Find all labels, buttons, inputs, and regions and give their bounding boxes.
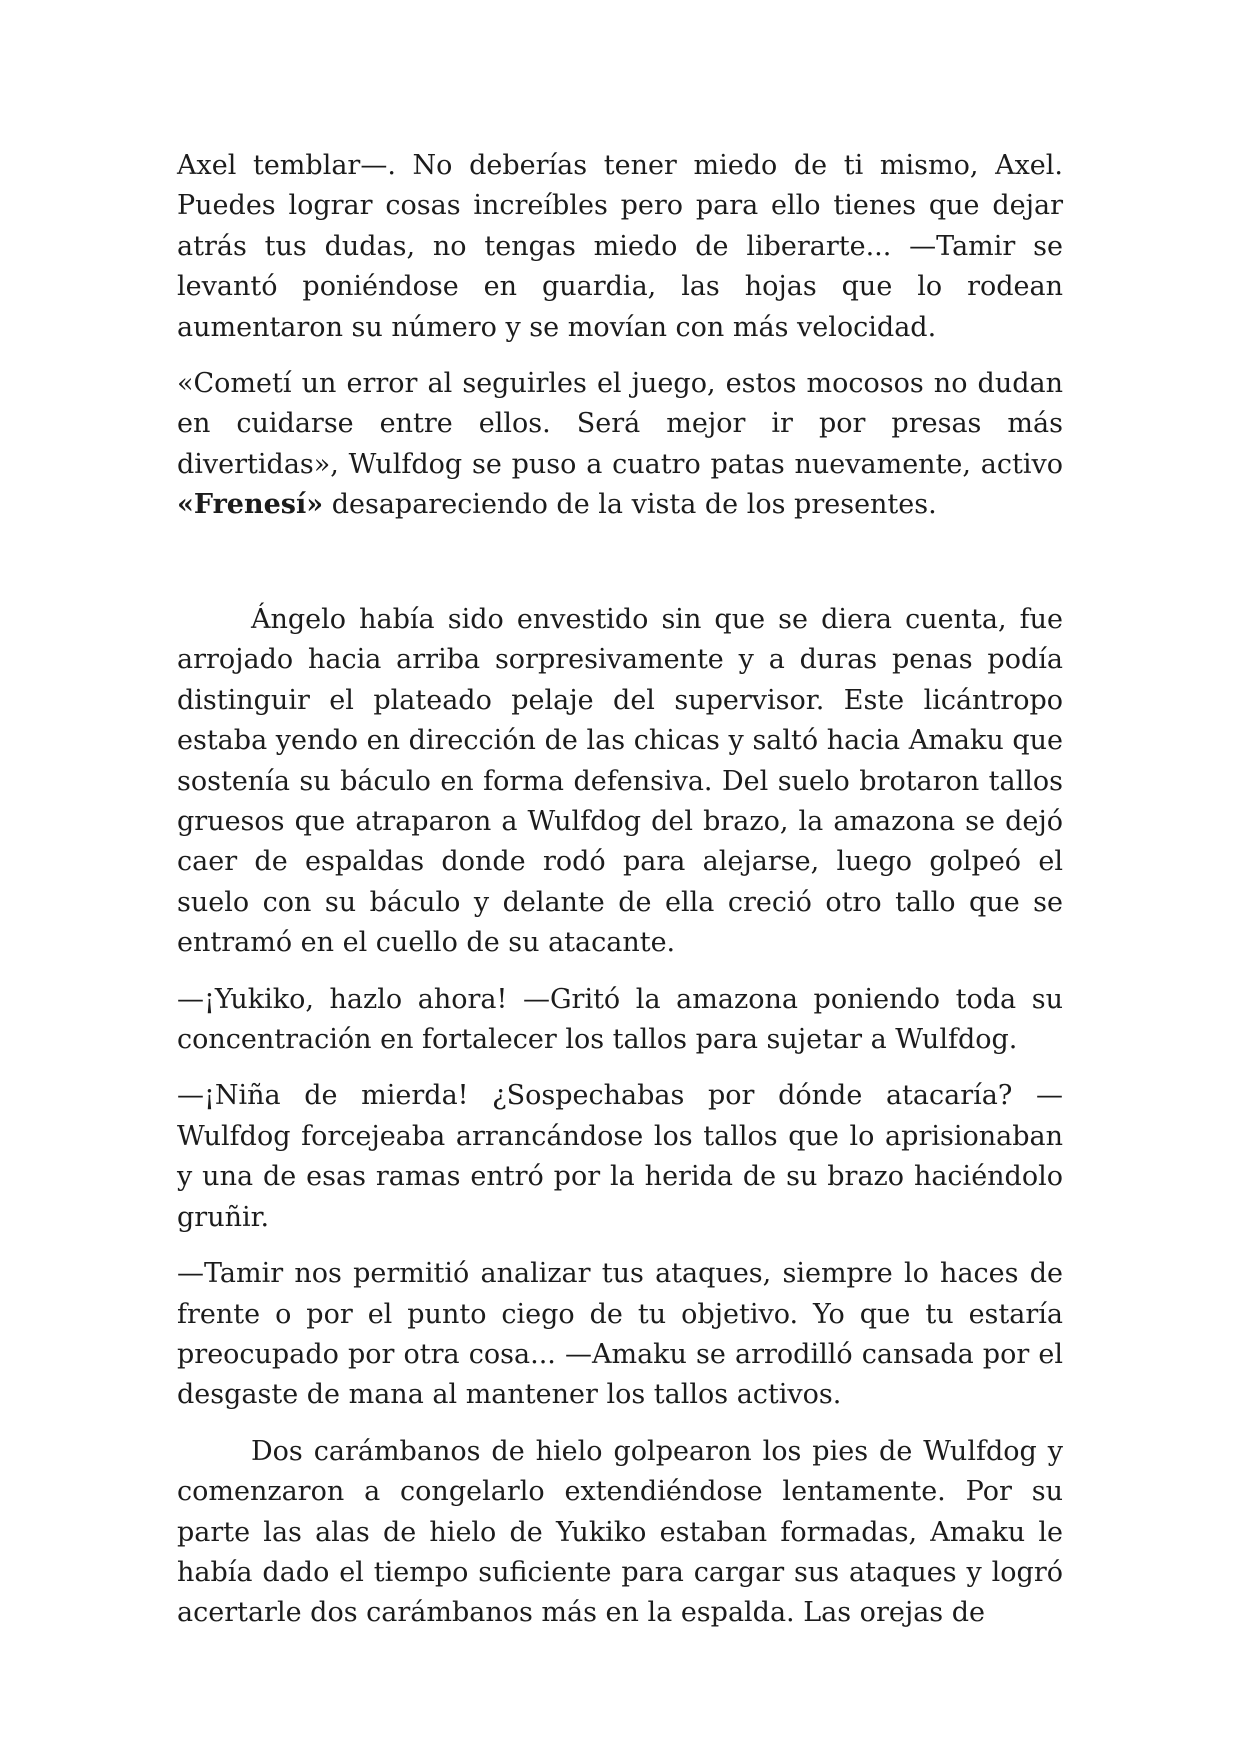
paragraph-amaku-shout: —¡Yukiko, hazlo ahora! —Gritó la amazona poniendo toda su concentración en fortalecer los tallos para sujetar a Wulfdog. — [177, 983, 1063, 1056]
text-section-top — [177, 146, 1063, 542]
paragraph-tamir-speech: Axel temblar—. No deberías tener miedo de ti mismo, Axel. Puedes lograr cosas increíbles pero para ello tienes que dejar atrás tus dudas, no tengas miedo de liberarte... —Tamir se levantó poniéndose en guardia, las hojas que lo rodean aumentaron su número y se movían con más velocidad. — [177, 150, 1063, 343]
paragraph-text: «Cometí un error al seguirles el juego, estos mocosos no dudan en cuidarse entre ellos. Será mejor ir por presas más divertidas», Wulfdog se puso a cuatro patas nuevamente, activo — [177, 368, 1063, 480]
paragraph-text: desapareciendo de la vista de los presentes. — [323, 489, 937, 521]
paragraph-amaku-speech: —Tamir nos permitió analizar tus ataques, siempre lo haces de frente o por el punto ciego de tu objetivo. Yo que tu estaría preocupado por otra cosa... —Amaku se arrodilló cansada por el desgaste de mana al mantener los tallos activos. — [177, 1258, 1063, 1411]
paragraph-wulfdog-speech: —¡Niña de mierda! ¿Sospechabas por dónde atacaría? —Wulfdog forcejeaba arrancándose los tallos que lo aprisionaban y una de esas ramas entró por la herida de su brazo haciéndolo gruñir. — [177, 1080, 1063, 1233]
paragraph-angelo: Ángelo había sido envestido sin que se diera cuenta, fue arrojado hacia arriba sorpresivamente y a duras penas podía distinguir el plateado pelaje del supervisor. Este licántropo estaba yendo en dirección de las chicas y saltó hacia Amaku que sostenía su báculo en forma defensiva. Del suelo brotaron tallos gruesos que atraparon a Wulfdog del brazo, la amazona se dejó caer de espaldas donde rodó para alejarse, luego golpeó el suelo con su báculo y delante de ella creció otro tallo que se entramó en el cuello de su atacante. — [177, 604, 1063, 959]
paragraph-wulfdog-thought — [177, 364, 1063, 526]
skill-name-frenesi: «Frenesí» — [177, 489, 324, 521]
text-section-bottom — [177, 600, 1063, 1650]
paragraph-yukiko-attack: Dos carámbanos de hielo golpearon los pies de Wulfdog y comenzaron a congelarlo extendiéndose lentamente. Por su parte las alas de hielo de Yukiko estaban formadas, Amaku le había dado el tiempo suficiente para cargar sus ataques y logró acertarle dos carámbanos más en la espalda. Las orejas de — [177, 1435, 1063, 1629]
